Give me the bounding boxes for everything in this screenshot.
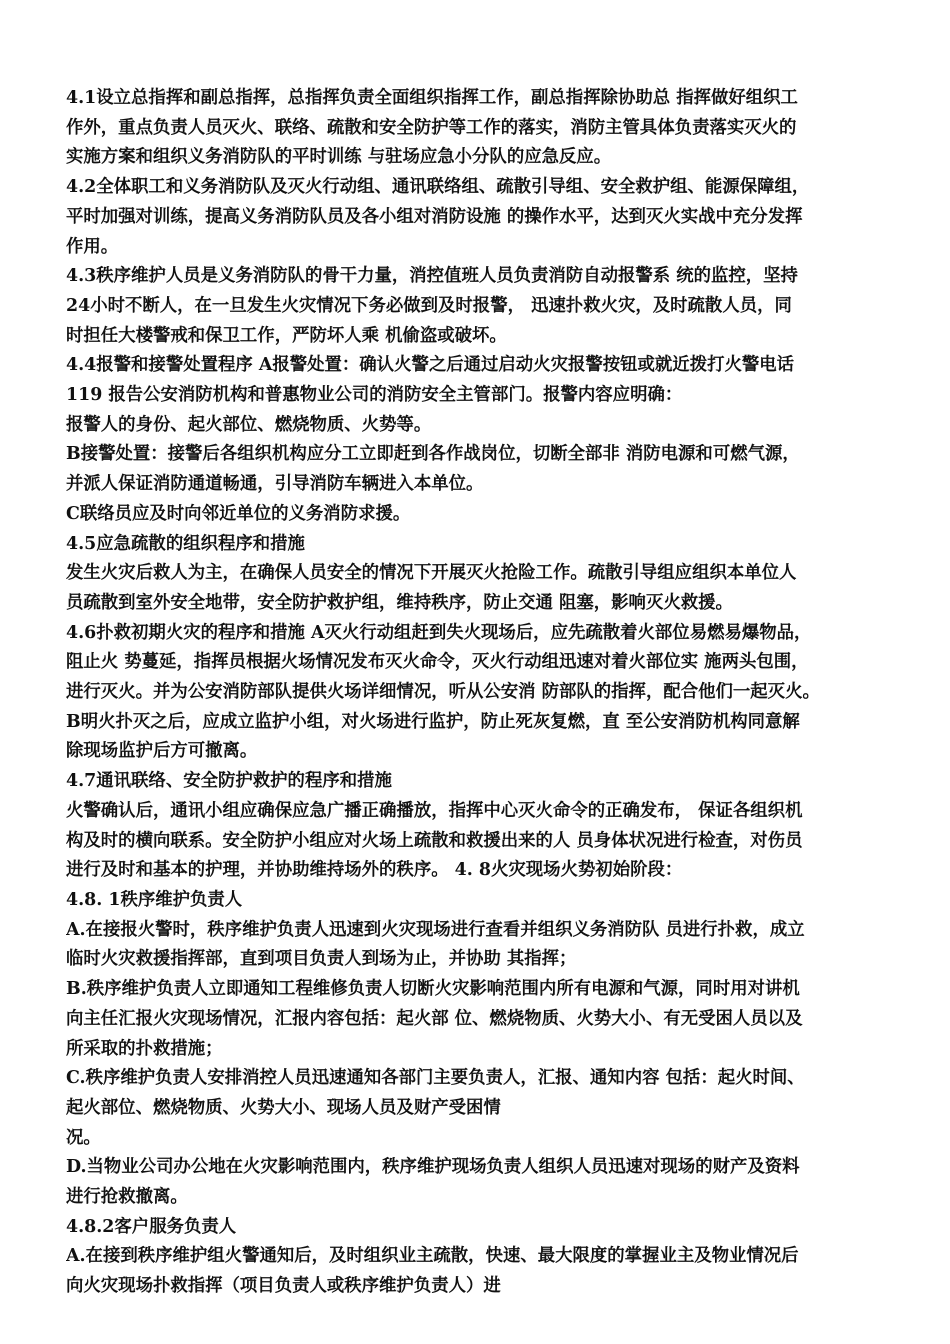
text-line: B明火扑灭之后，应成立监护小组，对火场进行监护，防止死灰复燃，直 至公安消防机构同意解 [66,711,800,732]
text-line: 时担任大楼警戒和保卫工作，严防坏人乘 机偷盗或破坏。 [66,325,507,346]
text-line: 阻止火 势蔓延，指挥员根据火场情况发布灭火命令，灭火行动组迅速对着火部位实 施两头包围， [66,652,809,673]
text-line: 进行及时和基本的护理，并协助维持场外的秩序。 4. 8火灾现场火势初始阶段： [66,860,683,881]
text-line: 4.6扑救初期火灾的程序和措施 A灭火行动组赶到失火现场后，应先疏散着火部位易燃易爆物品， [66,622,812,643]
text-line: A.在接到秩序维护组火警通知后，及时组织业主疏散，快速、最大限度的掌握业主及物业情况后 [66,1246,799,1267]
text-line: 4.5应急疏散的组织程序和措施 [66,533,305,554]
text-line: 4.8.2客户服务负责人 [66,1216,237,1237]
text-line: 4.1设立总指挥和副总指挥，总指挥负责全面组织指挥工作，副总指挥除协助总 指挥做好组织工 [66,88,798,108]
text-line: 所采取的扑救措施； [66,1038,223,1059]
text-line: 4.4报警和接警处置程序 A报警处置：确认火警之后通过启动火灾报警按钮或就近拨打火警电话 [66,355,795,376]
text-line: 24小时不断人，在一旦发生火灾情况下务必做到及时报警， 迅速扑救火灾，及时疏散人员，同 [66,295,792,316]
text-line: C联络员应及时向邻近单位的义务消防求援。 [66,503,411,524]
text-line: 4.2全体职工和义务消防队及灭火行动组、通讯联络组、疏散引导组、安全救护组、能源保障组， [66,177,810,198]
text-line: 4.8. 1秩序维护负责人 [66,889,243,910]
text-line: 进行灭火。并为公安消防部队提供火场详细情况，听从公安消 防部队的指挥，配合他们一起灭火。 [66,682,820,703]
text-line: 构及时的横向联系。安全防护小组应对火场上疏散和救援出来的人 员身体状况进行检查，对伤员 [66,830,803,851]
text-line: 起火部位、燃烧物质、火势大小、现场人员及财产受困情 [66,1097,501,1118]
text-line: 并派人保证消防通道畅通，引导消防车辆进入本单位。 [66,474,484,495]
text-line: B接警处置：接警后各组织机构应分工立即赶到各作战岗位，切断全部非 消防电源和可燃气源， [66,444,800,465]
text-line: B.秩序维护负责人立即通知工程维修负责人切断火灾影响范围内所有电源和气源，同时用对讲机 [66,979,800,1000]
text-line: 平时加强对训练，提高义务消防队员及各小组对消防设施 的操作水平，达到灭火实战中充分发挥 [66,206,803,227]
text-line: 除现场监护后方可撤离。 [66,741,258,762]
text-line: 实施方案和组织义务消防队的平时训练 与驻场应急小分队的应急反应。 [66,147,612,168]
text-line: 119 报告公安消防机构和普惠物业公司的消防安全主管部门。报警内容应明确： [66,385,683,406]
text-line: 4.3秩序维护人员是义务消防队的骨干力量，消控值班人员负责消防自动报警系 统的监控，坚持 [66,266,798,287]
text-line: D.当物业公司办公地在火灾影响范围内，秩序维护现场负责人组织人员迅速对现场的财产及资料 [66,1157,800,1178]
text-line: 报警人的身份、起火部位、燃烧物质、火势等。 [66,414,432,435]
text-line: 进行抢救撤离。 [66,1187,188,1208]
text-line: C.秩序维护负责人安排消控人员迅速通知各部门主要负责人，汇报、通知内容 包括：起火时间、 [66,1068,805,1089]
text-line: 员疏散到室外安全地带，安全防护救护组，维持秩序，防止交通 阻塞，影响灭火救援。 [66,592,733,613]
document-body [66,84,896,1302]
text-line: 作外，重点负责人员灭火、联络、疏散和安全防护等工作的落实，消防主管具体负责落实灭火的 [66,117,797,138]
text-line: 临时火灾救援指挥部，直到项目负责人到场为止，并协助 其指挥； [66,949,577,970]
text-line: 况。 [66,1127,101,1148]
text-line: 作用。 [66,236,119,257]
text-line: A.在接报火警时，秩序维护负责人迅速到火灾现场进行查看并组织义务消防队 员进行扑救，成立 [66,919,805,940]
text-line: 发生火灾后救人为主，在确保人员安全的情况下开展灭火抢险工作。疏散引导组应组织本单位人 [66,563,797,584]
text-line: 4.7通讯联络、安全防护救护的程序和措施 [66,771,392,792]
text-line: 火警确认后，通讯小组应确保应急广播正确播放，指挥中心灭火命令的正确发布， 保证各组织机 [66,800,803,821]
text-line: 向主任汇报火灾现场情况，汇报内容包括：起火部 位、燃烧物质、火势大小、有无受困人员以及 [66,1008,803,1029]
text-line: 向火灾现场扑救指挥（项目负责人或秩序维护负责人）进 [66,1276,501,1297]
